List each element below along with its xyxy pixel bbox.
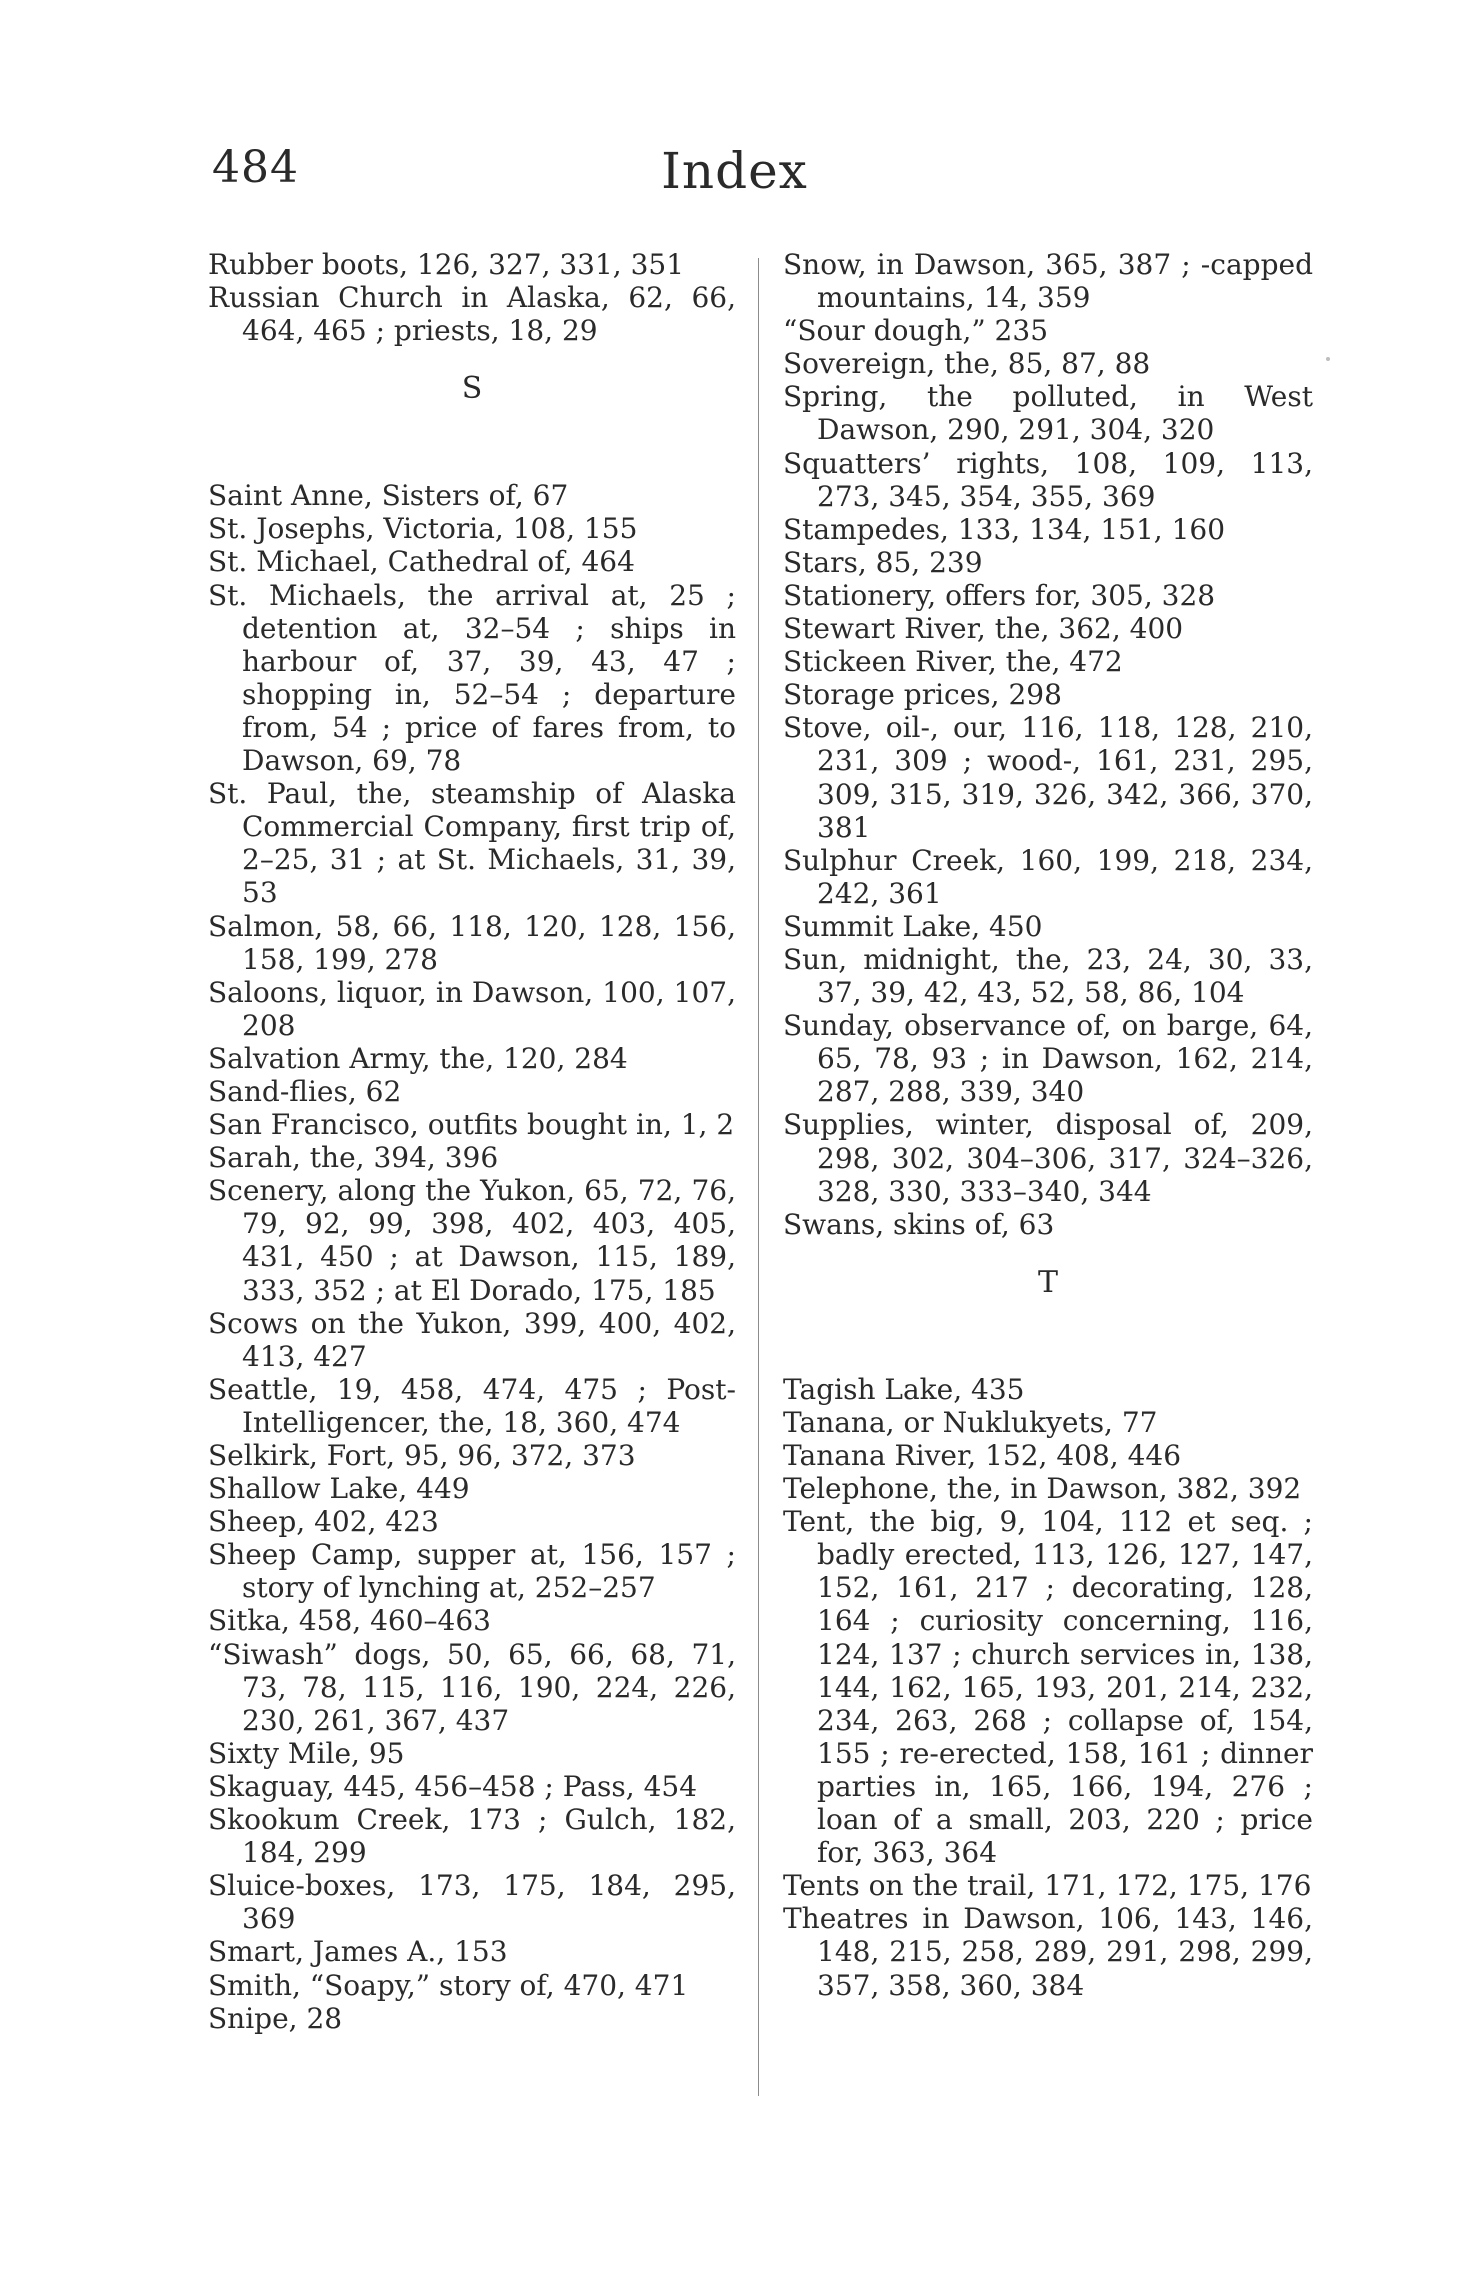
index-entry: Salvation Army, the, 120, 284: [208, 1041, 628, 1075]
index-entry: Tent, the big, 9, 104, 112 et seq. ; badly erected, 113, 126, 127, 147, 152, 161, 217 ; decorating, 128, 164 ; curiosity concerning, 116, 124, 137 ; church services in, 138, 144, 162, 165, 193, 201, 214, 232, 234, 263, 268 ; collapse of, 154, 155 ; re-erected, 158, 161 ; dinner parties in, 165, 166, 194, 276 ; loan of a small, 203, 220 ; price for, 363, 364: [783, 1505, 1313, 1870]
index-entry: St. Josephs, Victoria, 108, 155: [208, 512, 638, 546]
index-entry: Tents on the trail, 171, 172, 175, 176: [783, 1869, 1312, 1903]
index-entry: Stampedes, 133, 134, 151, 160: [783, 512, 1226, 546]
index-entry: Sulphur Creek, 160, 199, 218, 234, 242, 361: [783, 843, 1313, 910]
index-entry: Sitka, 458, 460–463: [208, 1604, 491, 1638]
index-entry: San Francisco, outfits bought in, 1, 2: [208, 1108, 735, 1142]
index-entry: Stove, oil-, our, 116, 118, 128, 210, 231, 309 ; wood-, 161, 231, 295, 309, 315, 319, 326, 342, 366, 370, 381: [783, 711, 1313, 844]
index-entry: Spring, the polluted, in West Dawson, 290, 291, 304, 320: [783, 380, 1313, 447]
index-entry: Saint Anne, Sisters of, 67: [208, 479, 569, 513]
index-entry: Selkirk, Fort, 95, 96, 372, 373: [208, 1439, 636, 1472]
index-column-left: [208, 248, 736, 2035]
index-entry: Saloons, liquor, in Dawson, 100, 107, 208: [208, 975, 736, 1042]
index-entry: Summit Lake, 450: [783, 909, 1043, 943]
index-entry: Sovereign, the, 85, 87, 88: [783, 347, 1151, 381]
index-entry: St. Michael, Cathedral of, 464: [208, 545, 635, 579]
index-entry: St. Paul, the, steamship of Alaska Commercial Company, first trip of, 2–25, 31 ; at St. Michaels, 31, 39, 53: [208, 777, 736, 910]
index-entry: Scenery, along the Yukon, 65, 72, 76, 79, 92, 99, 398, 402, 403, 405, 431, 450 ; at Dawson, 115, 189, 333, 352 ; at El Dorado, 175, 185: [208, 1174, 736, 1307]
section-letter: S: [461, 371, 483, 407]
index-entry: Telephone, the, in Dawson, 382, 392: [783, 1472, 1302, 1506]
index-entry: St. Michaels, the arrival at, 25 ; detention at, 32–54 ; ships in harbour of, 37, 39, 43, 47 ; shopping in, 52–54 ; departure from, 54 ; price of fares from, to Dawson, 69, 78: [208, 578, 736, 778]
index-column-right: [783, 248, 1313, 2002]
index-entry: Stars, 85, 239: [783, 545, 983, 579]
index-entry: Sunday, observance of, on barge, 64, 65, 78, 93 ; in Dawson, 162, 214, 287, 288, 339, 340: [783, 1009, 1313, 1109]
index-entry: Sheep Camp, supper at, 156, 157 ; story of lynching at, 252–257: [208, 1538, 736, 1605]
index-entry: Russian Church in Alaska, 62, 66, 464, 465 ; priests, 18, 29: [208, 281, 736, 348]
index-entry: Sun, midnight, the, 23, 24, 30, 33, 37, 39, 42, 43, 52, 58, 86, 104: [783, 942, 1313, 1010]
index-entry: Squatters’ rights, 108, 109, 113, 273, 345, 354, 355, 369: [783, 446, 1313, 513]
page-number: 484: [212, 142, 299, 193]
index-entry: Sluice-boxes, 173, 175, 184, 295, 369: [208, 1869, 736, 1936]
index-entry: Sarah, the, 394, 396: [208, 1141, 499, 1175]
index-entry: Storage prices, 298: [783, 678, 1062, 712]
index-entry: Stationery, offers for, 305, 328: [783, 578, 1216, 612]
index-entry: Tagish Lake, 435: [783, 1372, 1025, 1406]
index-entry: Smart, James A., 153: [208, 1935, 508, 1969]
index-entry: Tanana River, 152, 408, 446: [783, 1439, 1182, 1472]
index-entry: Stewart River, the, 362, 400: [783, 612, 1184, 646]
index-entry: Sixty Mile, 95: [208, 1736, 405, 1770]
index-entry: Stickeen River, the, 472: [783, 645, 1123, 679]
index-entry: Smith, “Soapy,” story of, 470, 471: [208, 1968, 689, 2002]
page-title: Index: [661, 142, 808, 200]
index-entry: Snipe, 28: [208, 2001, 343, 2035]
index-entry: “Sour dough,” 235: [783, 314, 1049, 348]
section-letter: T: [1037, 1264, 1058, 1300]
column-divider: [758, 258, 759, 2096]
page-header: [0, 142, 1469, 212]
index-entry: Skookum Creek, 173 ; Gulch, 182, 184, 299: [208, 1803, 736, 1870]
print-speck: [1326, 357, 1330, 361]
index-entry: Rubber boots, 126, 327, 331, 351: [208, 248, 685, 281]
index-entry: “Siwash” dogs, 50, 65, 66, 68, 71, 73, 78, 115, 116, 190, 224, 226, 230, 261, 367, 437: [208, 1637, 736, 1737]
index-entry: Tanana, or Nuklukyets, 77: [783, 1405, 1158, 1439]
index-entry: Snow, in Dawson, 365, 387 ; -capped mountains, 14, 359: [783, 248, 1313, 315]
index-entry: Skaguay, 445, 456–458 ; Pass, 454: [208, 1769, 698, 1803]
index-entry: Sheep, 402, 423: [208, 1505, 439, 1539]
index-entry: Supplies, winter, disposal of, 209, 298, 302, 304–306, 317, 324–326, 328, 330, 333–340, 344: [783, 1108, 1313, 1208]
index-entry: Seattle, 19, 458, 474, 475 ; Post-Intelligencer, the, 18, 360, 474: [208, 1372, 736, 1439]
index-entry: Salmon, 58, 66, 118, 120, 128, 156, 158, 199, 278: [208, 909, 736, 976]
index-entry: Swans, skins of, 63: [783, 1207, 1055, 1241]
index-entry: Theatres in Dawson, 106, 143, 146, 148, 215, 258, 289, 291, 298, 299, 357, 358, 360, 384: [783, 1902, 1313, 2002]
index-entry: Scows on the Yukon, 399, 400, 402, 413, 427: [208, 1306, 736, 1373]
index-entry: Shallow Lake, 449: [208, 1472, 470, 1506]
index-entry: Sand-flies, 62: [208, 1074, 402, 1108]
